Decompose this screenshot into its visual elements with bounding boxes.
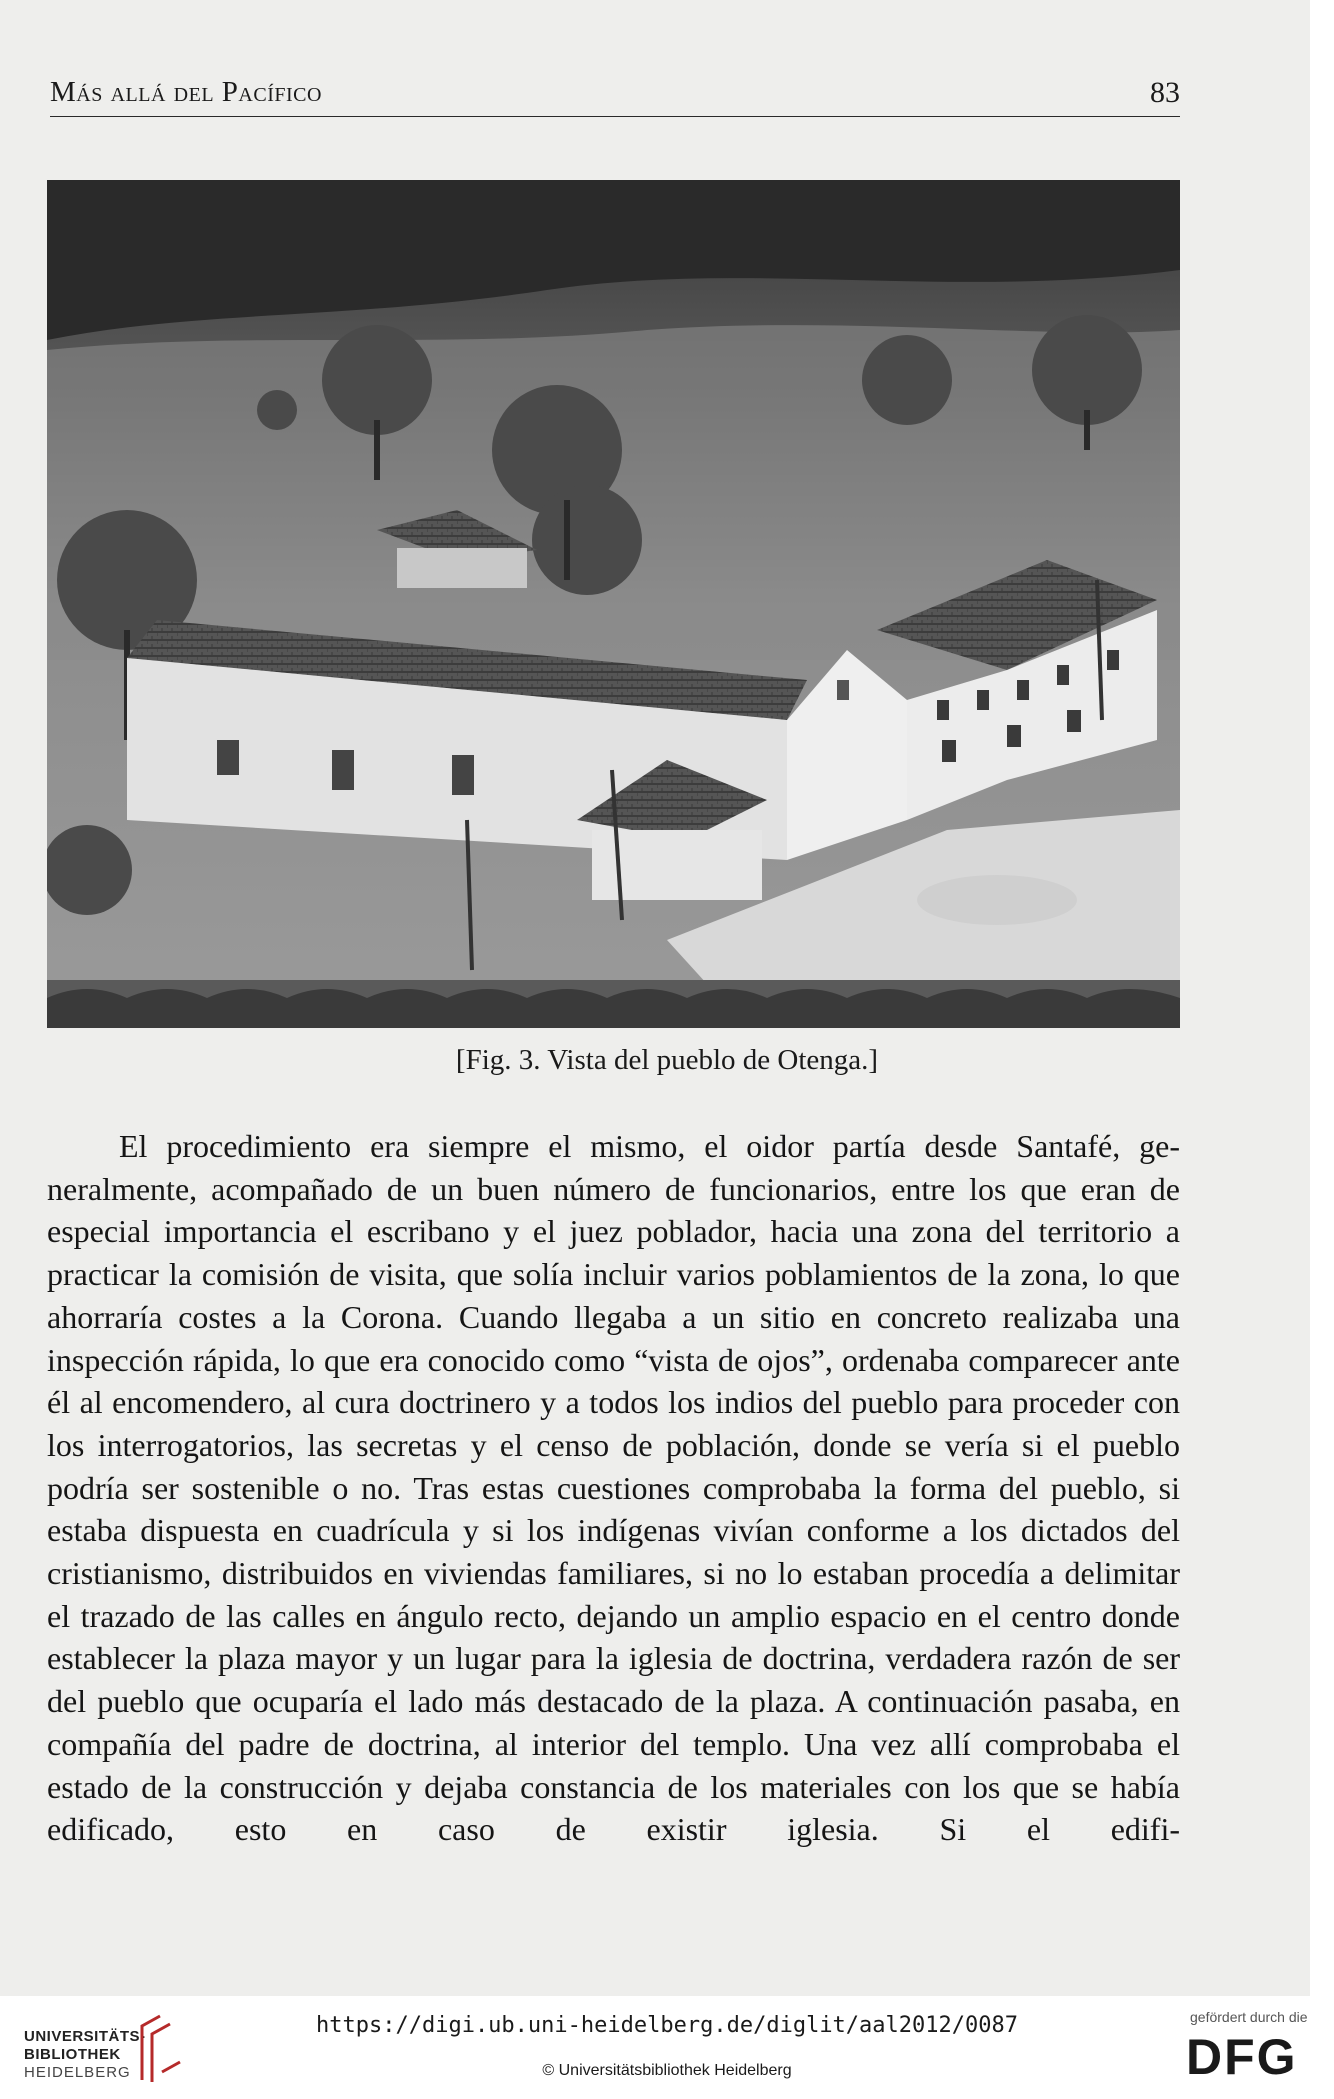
library-name-line-3: HEIDELBERG [24,2064,131,2081]
page-number: 83 [1150,76,1180,109]
paragraph: El procedimiento era siempre el mismo, el oidor partía desde Santafé, generalmente, acompañado de un buen número de funcionarios, entre los que eran de especial importancia el escribano y el juez poblador, hacia una zona del territorio a practicar la comisión de visita, que solía incluir varios poblamientos de la zona, lo que ahorraría costes a la Corona. Cuando llegaba a un sitio en concreto realizaba una inspección rápida, lo que era conocido como “vista de ojos”, ordenaba comparecer ante él al encomendero, al cura doctrinero y a todos los indios del pueblo para proceder con los interrogatorios, las secretas y el censo de población, donde se vería si el pueblo podría ser sostenible o no. Tras estas cuestiones comprobaba la forma del pueblo, si estaba dispuesta en cuadrícula y si los indígenas vivían conforme a los dictados del cristianismo, distribuidos en viviendas familiares, si no lo estaban procedía a delimitar el trazado de las calles en ángulo recto, dejando un amplio espacio en el centro donde establecer la plaza mayor y un lugar para la iglesia de doctrina, verdadera razón de ser del pueblo que ocuparía el lado más destacado de la plaza. A continuación pasaba, en compañía del padre de doctrina, al interior del templo. Una vez allí comprobaba el estado de la construcción y dejaba constancia de los materiales con los que se había edificado, esto en caso de existir iglesia. Si el edifi- [47,1128,1180,1848]
library-name-line-2: BIBLIOTHEK [24,2046,121,2063]
library-name-line-1: UNIVERSITÄTS- [24,2028,146,2045]
dfg-logo: DFG [1186,2029,1298,2085]
digitization-footer [0,1996,1334,2099]
village-photograph [47,180,1180,1028]
figure-caption: [Fig. 3. Vista del pueblo de Otenga.] [455,1044,879,1076]
running-header [50,76,1180,117]
funder-note: gefördert durch die [1190,2009,1308,2025]
permalink-url[interactable]: https://digi.ub.uni-heidelberg.de/diglit/aal2012/0087 [316,2013,1018,2038]
copyright-notice: © Universitätsbibliothek Heidelberg [542,2062,792,2079]
running-title: Más allá del Pacífico [50,76,322,108]
body-text [47,1125,1180,1851]
